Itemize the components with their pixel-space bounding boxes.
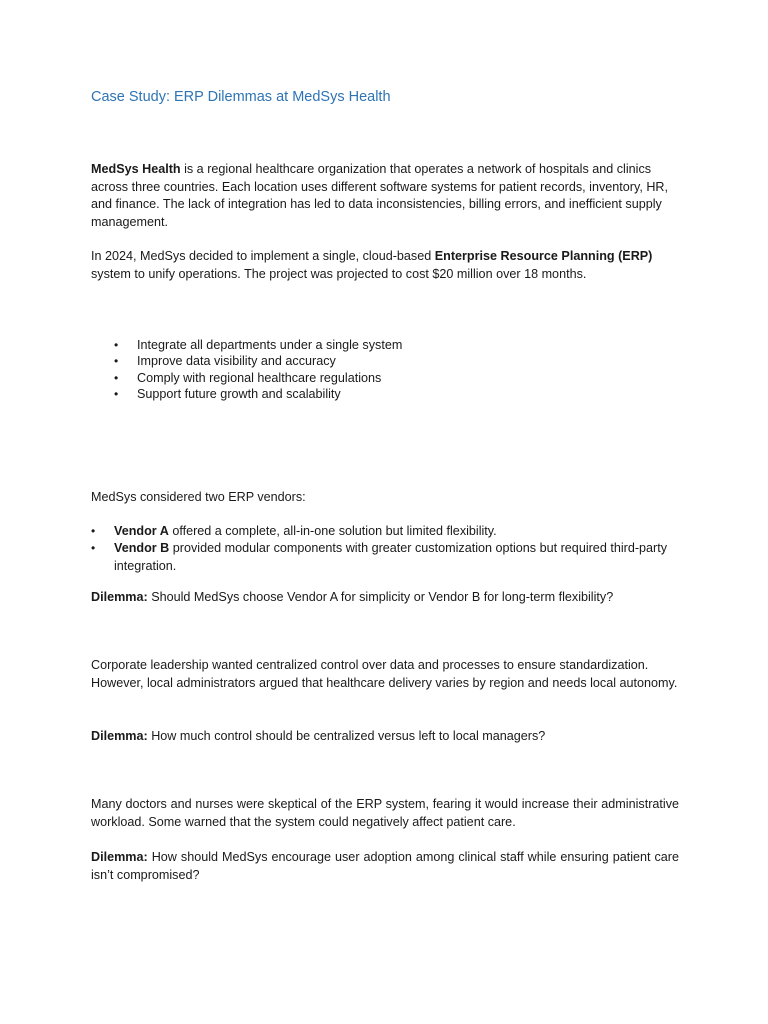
dilemma-vendor: Dilemma: Should MedSys choose Vendor A for simplicity or Vendor B for long-term flexibility?	[91, 590, 614, 604]
vendors-list	[91, 523, 679, 575]
bullet-icon: •	[91, 541, 96, 556]
erp-term: Enterprise Resource Planning (ERP)	[434, 249, 653, 263]
list-item: • Vendor B provided modular components with greater customization options but required third-party integration.	[91, 541, 668, 573]
control-paragraph: Corporate leadership wanted centralized control over data and processes to ensure standardization. However, local administrators argued that healthcare delivery varies by region and needs local autonomy.	[91, 658, 678, 690]
list-item: • Support future growth and scalability	[114, 387, 341, 402]
list-item: • Vendor A offered a complete, all-in-one solution but limited flexibility.	[91, 523, 679, 540]
bullet-icon: •	[114, 354, 119, 369]
intro-paragraph: MedSys Health is a regional healthcare organization that operates a network of hospitals and clinics across three countries. Each location uses different software systems for patient records, inventory, HR, and finance. The lack of integration has led to data inconsistencies, billing errors, and inefficient supply management.	[91, 162, 669, 229]
vendor-name: Vendor A	[114, 524, 169, 538]
list-item: • Improve data visibility and accuracy	[114, 354, 336, 369]
bullet-icon: •	[114, 370, 119, 385]
dilemma-label: Dilemma:	[91, 729, 148, 743]
dilemma-label: Dilemma:	[91, 850, 148, 864]
vendors-intro: MedSys considered two ERP vendors:	[91, 490, 306, 504]
page-title: Case Study: ERP Dilemmas at MedSys Health	[91, 89, 391, 105]
bullet-icon: •	[91, 524, 96, 538]
vendor-name: Vendor B	[114, 541, 170, 556]
dilemma-control: Dilemma: How much control should be centralized versus left to local managers?	[91, 729, 546, 743]
list-item: • Integrate all departments under a single system	[114, 338, 403, 352]
bullet-icon: •	[114, 338, 119, 352]
decision-paragraph: In 2024, MedSys decided to implement a single, cloud-based Enterprise Resource Planning (ERP) system to unify operations. The project was projected to cost $20 million over 18 months.	[91, 249, 653, 281]
dilemma-label: Dilemma:	[91, 590, 148, 604]
dilemma-adoption: Dilemma: How should MedSys encourage user adoption among clinical staff while ensuring patient care isn’t compromised?	[91, 850, 679, 882]
bullet-icon: •	[114, 387, 119, 402]
company-name: MedSys Health	[91, 162, 181, 176]
goals-list	[114, 337, 674, 403]
adoption-paragraph: Many doctors and nurses were skeptical of the ERP system, fearing it would increase their administrative workload. Some warned that the system could negatively affect patient care.	[91, 797, 679, 829]
list-item: • Comply with regional healthcare regulations	[114, 370, 382, 385]
